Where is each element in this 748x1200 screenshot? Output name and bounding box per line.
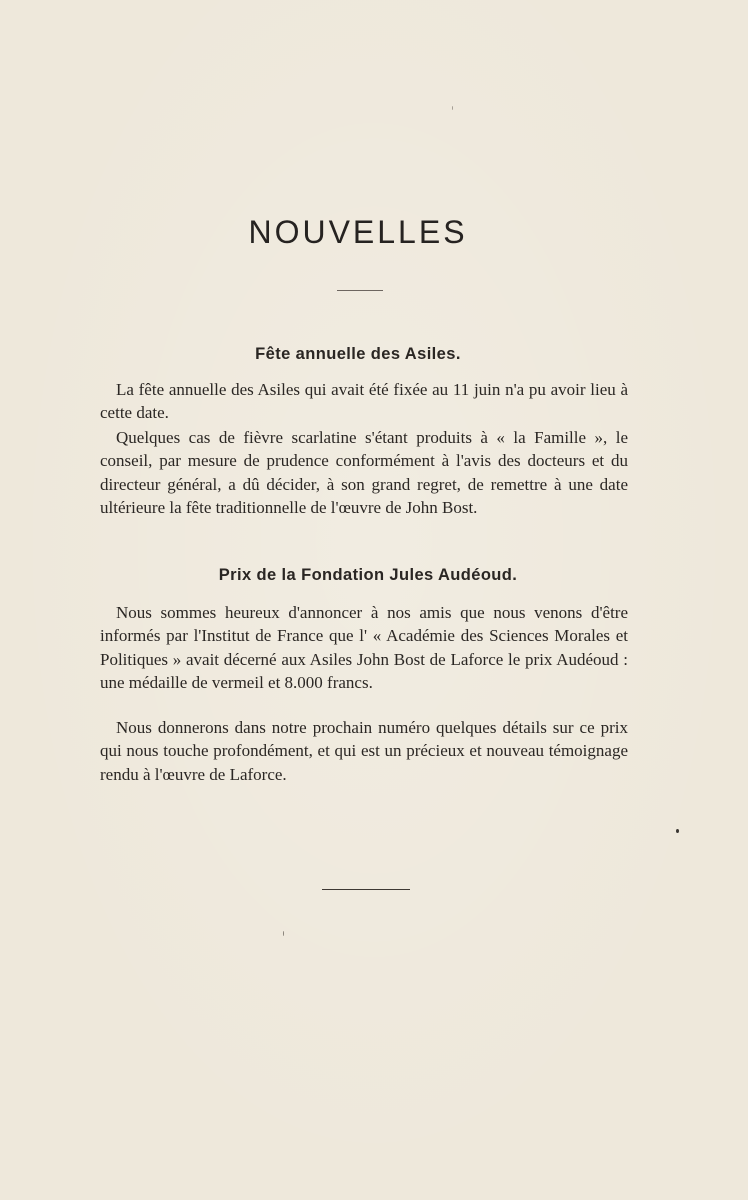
paragraph-fete-1: La fête annuelle des Asiles qui avait été fixée au 11 juin n'a pu avoir lieu à cette date.: [100, 380, 628, 423]
section-heading-fete: Fête annuelle des Asiles.: [255, 345, 461, 363]
paragraph-prix-1: Nous sommes heureux d'annoncer à nos amis que nous venons d'être informés par l'Institut de France que l' « Académie des Sciences Morales et Politiques » avait décerné aux Asiles John Bost de Laforce le prix Audéoud : une médaille de vermeil et 8.000 francs.: [100, 603, 628, 693]
paper-speck: [283, 931, 284, 936]
title-divider: [337, 290, 383, 291]
paper-speck: [676, 829, 679, 833]
page-title: NOUVELLES: [248, 214, 468, 250]
paragraph-fete-2: Quelques cas de fièvre scarlatine s'étant produits à « la Famille », le conseil, par mesure de prudence conformément à l'avis des docteurs et du directeur général, a dû décider, à son grand regret, de remettre à une date ultérieure la fête traditionnelle de l'œuvre de John Bost.: [100, 428, 628, 518]
section-heading-prix: Prix de la Fondation Jules Audéoud.: [218, 566, 518, 584]
end-divider: [322, 889, 410, 890]
paper-speck: [452, 106, 453, 110]
paragraph-prix-2: Nous donnerons dans notre prochain numéro quelques détails sur ce prix qui nous touche profondément, et qui est un précieux et nouveau témoignage rendu à l'œuvre de Laforce.: [100, 718, 628, 784]
